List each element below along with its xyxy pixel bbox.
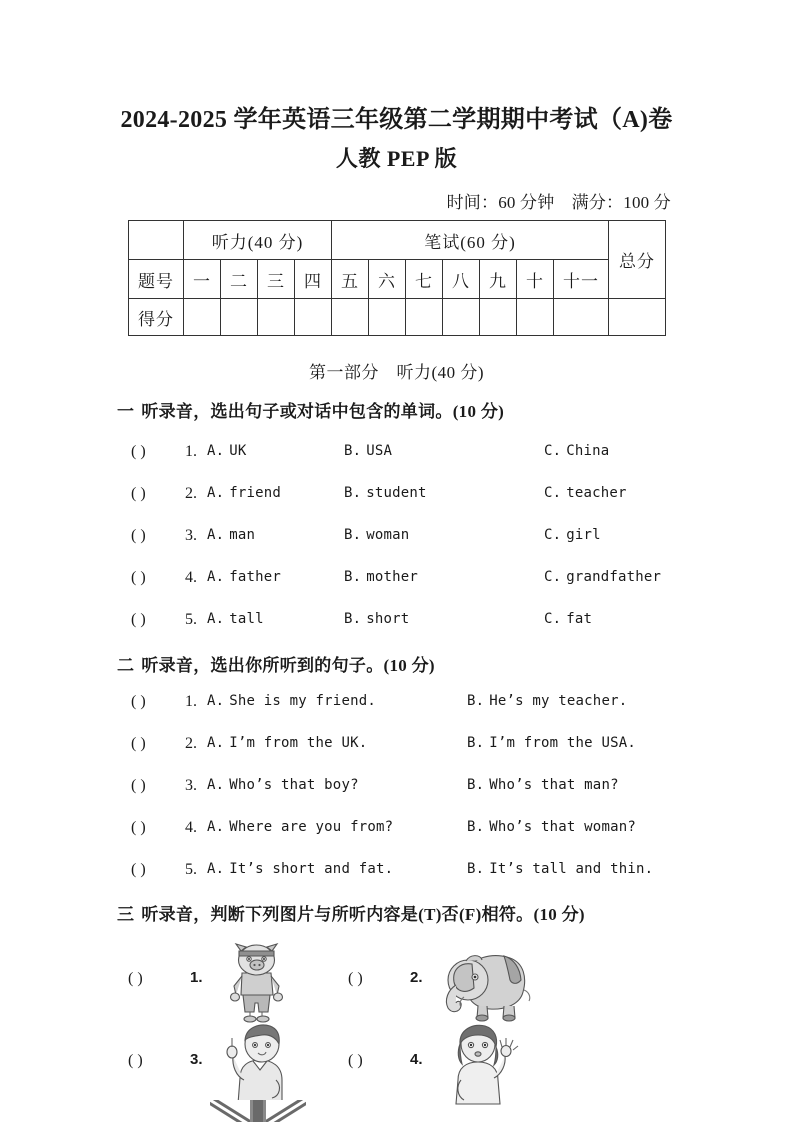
picture-item-3 xyxy=(128,1022,358,1108)
cell-score-10[interactable] xyxy=(517,299,554,336)
cell-qnum-9: 九 xyxy=(480,260,517,299)
section-title-1: 听录音，选出句子或对话中包含的单词。(10 分) xyxy=(141,402,505,421)
question-row-1-3 xyxy=(117,527,717,551)
question-number: 3. xyxy=(185,777,197,794)
section-heading-1 xyxy=(117,397,504,422)
elephant-icon xyxy=(430,940,526,1024)
option-c[interactable]: C. grandfather xyxy=(544,569,662,585)
cell-qnum-7: 七 xyxy=(406,260,443,299)
cell-score-5[interactable] xyxy=(332,299,369,336)
pig-character-icon xyxy=(210,940,306,1024)
option-a[interactable]: A. It’s short and fat. xyxy=(207,861,394,877)
table-row-scores xyxy=(129,299,666,336)
cell-qnum-5: 五 xyxy=(332,260,369,299)
option-a[interactable]: A. UK xyxy=(207,443,247,459)
page-subtitle: 人教 PEP 版 xyxy=(335,146,458,171)
option-a[interactable]: A. Where are you from? xyxy=(207,819,394,835)
cell-qnum-1: 一 xyxy=(184,260,221,299)
section-index-3: 三 xyxy=(117,905,135,924)
picture-item-2 xyxy=(348,940,578,1026)
question-number: 4. xyxy=(410,1051,423,1068)
option-a[interactable]: A. friend xyxy=(207,485,282,501)
question-row-1-5 xyxy=(117,611,717,635)
option-b[interactable]: B. Who’s that man? xyxy=(467,777,619,793)
answer-blank[interactable]: ( ) xyxy=(131,777,146,794)
question-row-1-2 xyxy=(117,485,717,509)
cell-score-2[interactable] xyxy=(221,299,258,336)
answer-blank[interactable]: ( ) xyxy=(131,735,146,752)
cell-score-6[interactable] xyxy=(369,299,406,336)
answer-blank[interactable]: ( ) xyxy=(348,1052,363,1069)
option-b[interactable]: B. Who’s that woman? xyxy=(467,819,636,835)
cell-row-label-score: 得分 xyxy=(129,299,184,336)
uk-flag-icon xyxy=(210,1100,306,1122)
cell-score-9[interactable] xyxy=(480,299,517,336)
cell-qnum-2: 二 xyxy=(221,260,258,299)
question-row-1-1 xyxy=(117,443,717,467)
answer-blank[interactable]: ( ) xyxy=(131,611,146,628)
question-number: 3. xyxy=(190,1051,203,1068)
section-heading-2 xyxy=(117,651,435,676)
option-a[interactable]: A. man xyxy=(207,527,256,543)
cell-listening-header: 听力(40 分) xyxy=(184,221,332,260)
answer-blank[interactable]: ( ) xyxy=(131,693,146,710)
option-b[interactable]: B. mother xyxy=(344,569,419,585)
option-b[interactable]: B. I’m from the USA. xyxy=(467,735,636,751)
option-b[interactable]: B. short xyxy=(344,611,410,627)
answer-blank[interactable]: ( ) xyxy=(131,861,146,878)
option-a[interactable]: A. Who’s that boy? xyxy=(207,777,359,793)
question-number: 2. xyxy=(185,485,197,502)
question-number: 5. xyxy=(185,611,197,628)
question-number: 1. xyxy=(190,969,203,986)
cell-score-3[interactable] xyxy=(258,299,295,336)
option-b[interactable]: B. He’s my teacher. xyxy=(467,693,628,709)
picture-item-4 xyxy=(348,1022,578,1108)
picture-item-5 xyxy=(128,1100,358,1122)
question-row-2-1 xyxy=(117,693,717,717)
option-a[interactable]: A. She is my friend. xyxy=(207,693,376,709)
question-row-2-3 xyxy=(117,777,717,801)
picture-item-1 xyxy=(128,940,358,1026)
option-c[interactable]: C. teacher xyxy=(544,485,627,501)
option-a[interactable]: A. tall xyxy=(207,611,264,627)
question-row-2-2 xyxy=(117,735,717,759)
question-number: 1. xyxy=(185,693,197,710)
cell-qnum-8: 八 xyxy=(443,260,480,299)
question-number: 2. xyxy=(185,735,197,752)
part-one-heading: 第一部分 听力(40 分) xyxy=(308,363,485,382)
answer-blank[interactable]: ( ) xyxy=(131,527,146,544)
cell-written-header: 笔试(60 分) xyxy=(332,221,609,260)
cell-qnum-10: 十 xyxy=(517,260,554,299)
option-a[interactable]: A. father xyxy=(207,569,282,585)
exam-meta-line: 时间：60 分钟 满分：100 分 xyxy=(446,193,671,212)
answer-blank[interactable]: ( ) xyxy=(131,485,146,502)
section-heading-3 xyxy=(117,900,585,925)
cell-total-header: 总分 xyxy=(609,221,666,299)
question-number: 4. xyxy=(185,819,197,836)
question-number: 1. xyxy=(185,443,197,460)
question-number: 4. xyxy=(185,569,197,586)
option-c[interactable]: C. fat xyxy=(544,611,593,627)
option-c[interactable]: C. girl xyxy=(544,527,601,543)
question-row-1-4 xyxy=(117,569,717,593)
question-number: 3. xyxy=(185,527,197,544)
option-c[interactable]: C. China xyxy=(544,443,610,459)
answer-blank[interactable]: ( ) xyxy=(128,1052,143,1069)
answer-blank[interactable]: ( ) xyxy=(348,970,363,987)
option-b[interactable]: B. It’s tall and thin. xyxy=(467,861,654,877)
question-number: 5. xyxy=(185,861,197,878)
answer-blank[interactable]: ( ) xyxy=(131,443,146,460)
section-title-3: 听录音，判断下列图片与所听内容是(T)否(F)相符。(10 分) xyxy=(141,905,585,924)
option-b[interactable]: B. student xyxy=(344,485,427,501)
question-row-2-5 xyxy=(117,861,717,885)
question-row-2-4 xyxy=(117,819,717,843)
answer-blank[interactable]: ( ) xyxy=(131,819,146,836)
cell-score-total[interactable] xyxy=(609,299,666,336)
cell-score-1[interactable] xyxy=(184,299,221,336)
cell-row-label-number: 题号 xyxy=(129,260,184,299)
cell-qnum-4: 四 xyxy=(295,260,332,299)
cell-score-11[interactable] xyxy=(554,299,609,336)
question-number: 2. xyxy=(410,969,423,986)
section-index-1: 一 xyxy=(117,402,135,421)
answer-blank[interactable]: ( ) xyxy=(128,970,143,987)
cell-score-4[interactable] xyxy=(295,299,332,336)
page-title: 2024-2025 学年英语三年级第二学期期中考试（A)卷 xyxy=(120,107,673,133)
answer-blank[interactable]: ( ) xyxy=(131,569,146,586)
option-a[interactable]: A. I’m from the UK. xyxy=(207,735,368,751)
cell-qnum-3: 三 xyxy=(258,260,295,299)
boy-pointing-icon xyxy=(210,1022,306,1106)
option-b[interactable]: B. woman xyxy=(344,527,410,543)
option-b[interactable]: B. USA xyxy=(344,443,393,459)
girl-waving-icon xyxy=(430,1022,526,1106)
cell-score-8[interactable] xyxy=(443,299,480,336)
score-table xyxy=(128,220,666,336)
table-row-question-numbers xyxy=(129,260,666,299)
section-index-2: 二 xyxy=(117,656,135,675)
cell-score-7[interactable] xyxy=(406,299,443,336)
cell-qnum-6: 六 xyxy=(369,260,406,299)
cell-blank xyxy=(129,221,184,260)
section-title-2: 听录音，选出你所听到的句子。(10 分) xyxy=(141,656,435,675)
table-row-header xyxy=(129,221,666,260)
cell-qnum-11: 十一 xyxy=(554,260,609,299)
